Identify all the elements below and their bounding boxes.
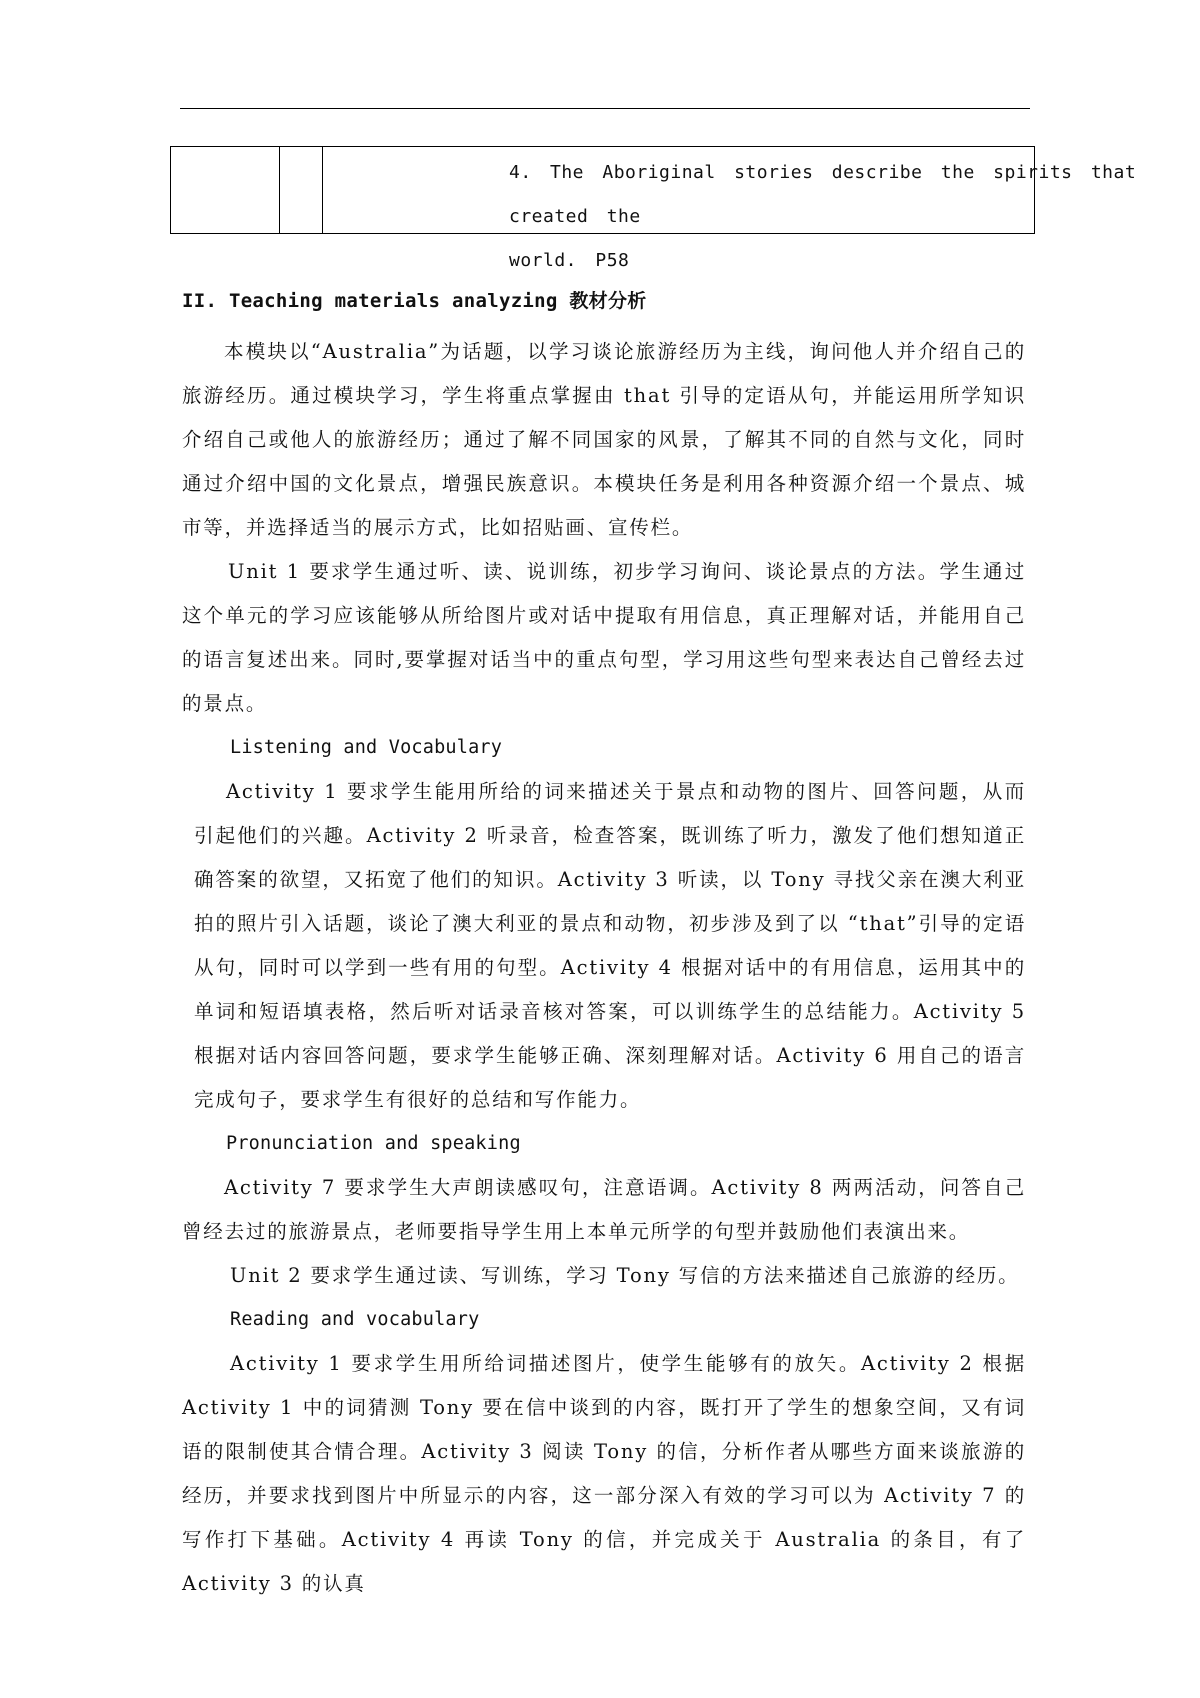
heading-pronunciation: Pronunciation and speaking <box>226 1133 521 1154</box>
section-title: II. Teaching materials analyzing 教材分析 <box>182 290 647 312</box>
paragraph-unit2: Unit 2 要求学生通过读、写训练，学习 Tony 写信的方法来描述自己旅游的经历。 <box>230 1264 1020 1287</box>
paragraph-listening: Activity 1 要求学生能用所给的词来描述关于景点和动物的图片、回答问题，从而引起他们的兴趣。Activity 2 听录音，检查答案，既训练了听力，激发了他们想知道正确答案的欲望，又拓宽了他们的知识。Activity 3 听读，以 Tony 寻找父亲在澳大利亚拍的照片引入话题，谈论了澳大利亚的景点和动物，初步涉及到了以 “that”引导的定语从句，同时可以学到一些有用的句型。Activity 4 根据对话中的有用信息，运用其中的单词和短语填表格，然后听对话录音核对答案，可以训练学生的总结能力。Activity 5 根据对话内容回答问题，要求学生能够正确、深刻理解对话。Activity 6 用自己的语言完成句子，要求学生有很好的总结和写作能力。 <box>194 780 1026 1111</box>
heading-reading: Reading and vocabulary <box>230 1309 480 1330</box>
paragraph-reading: Activity 1 要求学生用所给词描述图片，使学生能够有的放矢。Activity 2 根据 Activity 1 中的词猜测 Tony 要在信中谈到的内容，既打开了学生的想象空间，又有词语的限制使其合情合理。Activity 3 阅读 Tony 的信，分析作者从哪些方面来谈旅游的经历，并要求找到图片中所显示的内容，这一部分深入有效的学习可以为 Activity 7 的写作打下基础。Activity 4 再读 Tony 的信，并完成关于 Australia 的条目，有了 Activity 3 的认真 <box>182 1352 1026 1595</box>
table-divider <box>279 147 280 233</box>
table-cell-item-4: 4. The Aboriginal stories describe the spirits that created the world. P58 <box>509 162 1137 271</box>
header-rule <box>180 108 1030 109</box>
heading-listening: Listening and Vocabulary <box>230 737 503 758</box>
paragraph-unit1: Unit 1 要求学生通过听、读、说训练，初步学习询问、谈论景点的方法。学生通过这个单元的学习应该能够从所给图片或对话中提取有用信息，真正理解对话，并能用自己的语言复述出来。同时,要掌握对话当中的重点句型，学习用这些句型来表达自己曾经去过的景点。 <box>182 560 1026 715</box>
paragraph-intro: 本模块以“Australia”为话题，以学习谈论旅游经历为主线，询问他人并介绍自己的旅游经历。通过模块学习，学生将重点掌握由 that 引导的定语从句，并能运用所学知识介绍自己或他人的旅游经历；通过了解不同国家的风景，了解其不同的自然与文化，同时通过介绍中国的文化景点，增强民族意识。本模块任务是利用各种资源介绍一个景点、城市等，并选择适当的展示方式，比如招贴画、宣传栏。 <box>182 340 1026 539</box>
paragraph-pronunciation: Activity 7 要求学生大声朗读感叹句，注意语调。Activity 8 两两活动，问答自己曾经去过的旅游景点，老师要指导学生用上本单元所学的句型并鼓励他们表演出来。 <box>182 1176 1026 1243</box>
objectives-table <box>170 146 1137 271</box>
table-divider <box>322 147 323 233</box>
